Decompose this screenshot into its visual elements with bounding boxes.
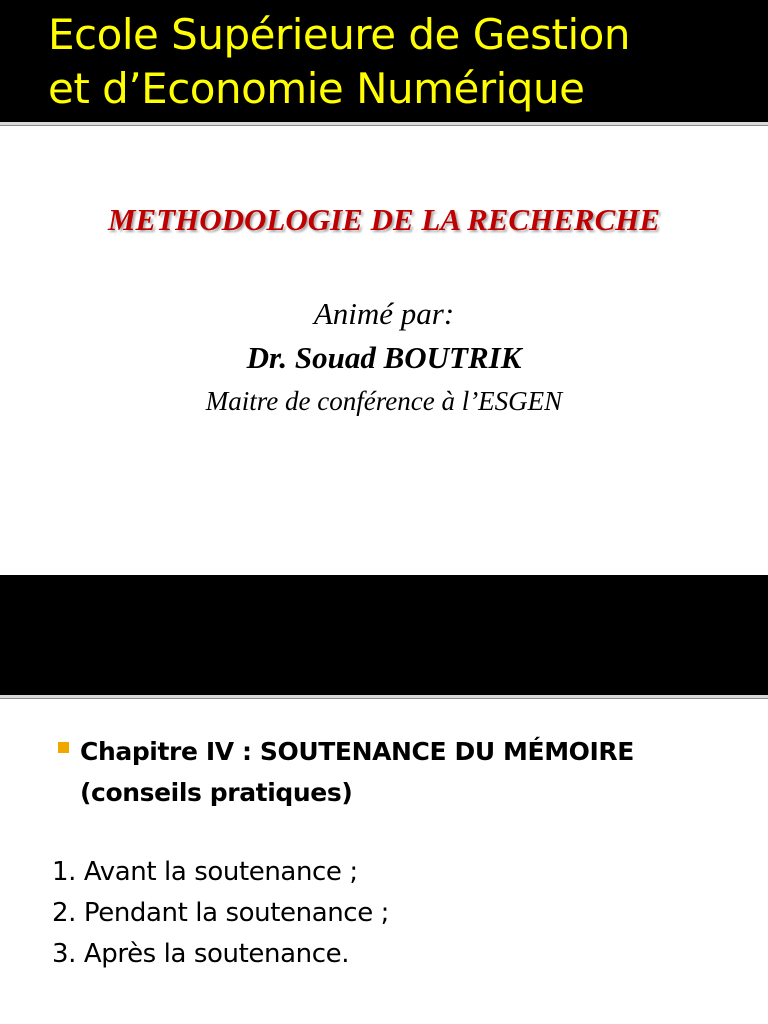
school-title-line-1: Ecole Supérieure de Gestion: [48, 10, 630, 59]
title-divider: [0, 695, 768, 699]
chapter-heading: [80, 731, 730, 813]
title-bar-empty: [0, 575, 768, 695]
teacher-role: Maitre de conférence à l’ESGEN: [205, 386, 563, 416]
chapter-heading-line-2: (conseils pratiques): [80, 778, 353, 807]
step-item-during: 2. Pendant la soutenance ;: [52, 898, 390, 928]
title-divider: [0, 122, 768, 126]
title-bar: [0, 0, 768, 122]
animated-by-label: Animé par:: [313, 296, 455, 331]
steps-list: [52, 852, 389, 975]
school-title-line-2: et d’Economie Numérique: [48, 64, 585, 113]
course-title: METHODOLOGIE DE LA RECHERCHE: [107, 202, 661, 237]
step-item-before: 1. Avant la soutenance ;: [52, 857, 358, 887]
chapter-heading-line-1: Chapitre IV : SOUTENANCE DU MÉMOIRE: [80, 737, 634, 766]
teacher-name: Dr. Souad BOUTRIK: [246, 340, 522, 375]
school-title: [48, 8, 630, 116]
square-bullet-icon: [58, 742, 69, 753]
step-item-after: 3. Après la soutenance.: [52, 939, 350, 969]
slide-2: [0, 575, 768, 1024]
